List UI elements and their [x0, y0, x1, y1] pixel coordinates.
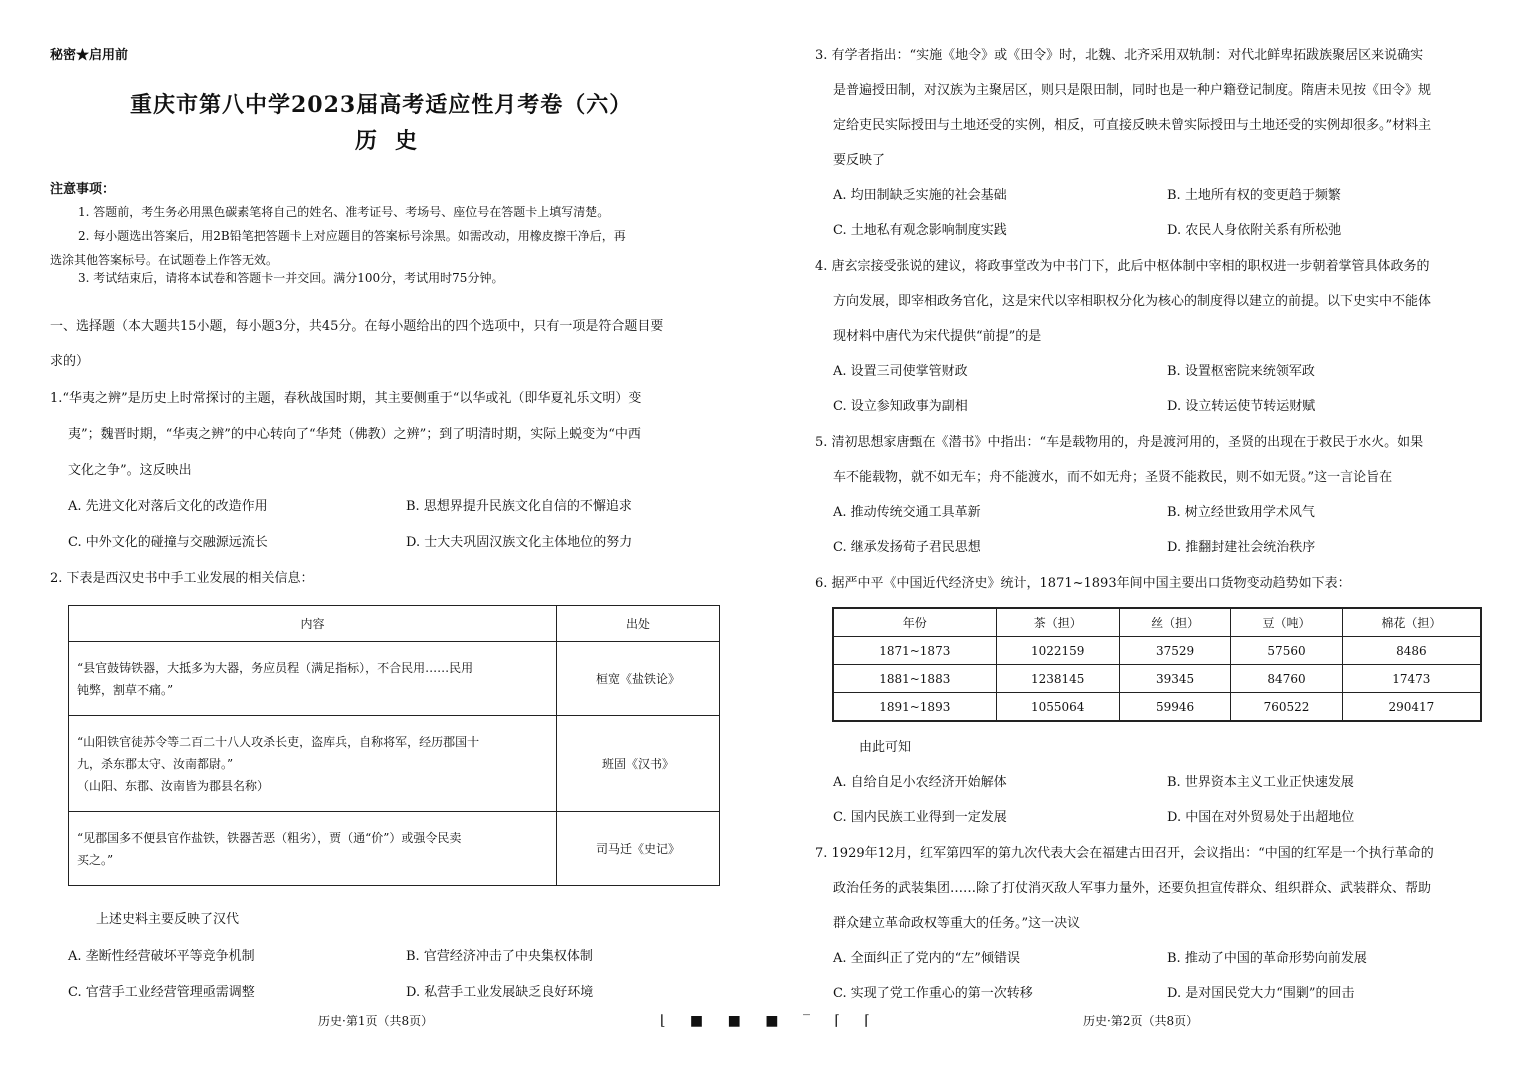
page-footer-2: 历史·第2页（共8页） [1083, 1014, 1199, 1028]
q2-option-b: B. 官营经济冲击了中央集权体制 [406, 949, 593, 964]
q2-option-a: A. 垄断性经营破坏平等竞争机制 [68, 949, 255, 964]
q6-stem: 6. 据严中平《中国近代经济史》统计，1871~1893年间中国主要出口货物变动趋势如下表： [815, 576, 1351, 591]
table-header: 豆（吨） [1231, 608, 1342, 637]
q5-option-d: D. 推翻封建社会统治秩序 [1167, 540, 1316, 555]
table-cell: 1871~1873 [833, 637, 996, 665]
table-cell: 1055064 [996, 693, 1119, 722]
q4-stem-1: 4. 唐玄宗接受张说的建议，将政事堂改为中书门下，此后中枢体制中宰相的职权进一步朝着掌管具体政务的 [815, 259, 1430, 274]
q4-option-c: C. 设立参知政事为副相 [833, 399, 968, 414]
table-cell: 290417 [1342, 693, 1481, 722]
table-row [833, 693, 1481, 722]
q3-option-a: A. 均田制缺乏实施的社会基础 [833, 188, 1007, 203]
q3-option-b: B. 土地所有权的变更趋于频繁 [1167, 188, 1341, 203]
q4-stem-2: 方向发展，即宰相政务官化，这是宋代以宰相职权分化为核心的制度得以建立的前提。以下史实中不能体 [833, 294, 1432, 309]
q7-option-c: C. 实现了党工作重心的第一次转移 [833, 986, 1033, 1001]
q1-option-d: D. 士大夫巩固汉族文化主体地位的努力 [406, 535, 633, 550]
q1-option-a: A. 先进文化对落后文化的改造作用 [68, 499, 268, 514]
table-row [69, 812, 720, 886]
table-header-source: 出处 [557, 606, 720, 642]
q1-option-c: C. 中外文化的碰撞与交融源远流长 [68, 535, 268, 550]
q7-option-d: D. 是对国民党大力“围剿”的回击 [1167, 986, 1355, 1001]
page-footer-1: 历史·第1页（共8页） [318, 1014, 434, 1028]
q4-option-b: B. 设置枢密院来统领军政 [1167, 364, 1315, 379]
q2-table [68, 605, 720, 886]
q3-stem-2: 是普遍授田制，对汉族为主聚居区，则只是限田制，同时也是一种户籍登记制度。隋唐未见按《田令》规 [833, 83, 1432, 98]
table-cell-source: 司马迁《史记》 [557, 812, 720, 886]
table-row [69, 716, 720, 812]
notice-1: 1. 答题前，考生务必用黑色碳素笔将自己的姓名、准考证号、考场号、座位号在答题卡上填写清楚。 [78, 205, 610, 219]
q6-option-a: A. 自给自足小农经济开始解体 [833, 775, 1007, 790]
q6-option-d: D. 中国在对外贸易处于出超地位 [1167, 810, 1355, 825]
table-header-row [69, 606, 720, 642]
q1-stem-2: 夷”；魏晋时期，“华夷之辨”的中心转向了“华梵（佛教）之辨”；到了明清时期，实际上蜕变为“中西 [68, 427, 641, 442]
table-header: 茶（担） [996, 608, 1119, 637]
q3-option-d: D. 农民人身依附关系有所松弛 [1167, 223, 1342, 238]
q6-tail: 由此可知 [859, 740, 912, 755]
table-header: 丝（担） [1119, 608, 1230, 637]
exam-title: 重庆市第八中学2023届高考适应性月考卷（六） [130, 92, 633, 118]
q1-stem-1: 1.“华夷之辨”是历史上时常探讨的主题，春秋战国时期，其主要侧重于“以华或礼（即华夏礼乐文明）变 [50, 391, 642, 406]
notice-2-cont: 选涂其他答案标号。在试题卷上作答无效。 [50, 253, 279, 267]
q2-stem: 2. 下表是西汉史书中手工业发展的相关信息： [50, 571, 314, 586]
table-cell: 760522 [1231, 693, 1342, 722]
q3-stem-3: 定给吏民实际授田与土地还受的实例，相反，可直接反映未曾实际授田与土地还受的实例却很多。”材料主 [833, 118, 1432, 133]
table-header: 棉花（担） [1342, 608, 1481, 637]
q5-option-a: A. 推动传统交通工具革新 [833, 505, 981, 520]
table-cell: 37529 [1119, 637, 1230, 665]
q7-option-b: B. 推动了中国的革命形势向前发展 [1167, 951, 1367, 966]
q2-option-c: C. 官营手工业经营管理亟需调整 [68, 985, 255, 1000]
table-cell: 8486 [1342, 637, 1481, 665]
table-row [833, 637, 1481, 665]
notice-2: 2. 每小题选出答案后，用2B铅笔把答题卡上对应题目的答案标号涂黑。如需改动，用橡皮擦干净后，再 [78, 229, 626, 243]
table-cell: 39345 [1119, 665, 1230, 693]
table-cell-content: “县官鼓铸铁器，大抵多为大器，务应员程（满足指标），不合民用……民用 钝弊，割草不痛。” [69, 642, 557, 716]
table-cell: 1238145 [996, 665, 1119, 693]
q5-option-b: B. 树立经世致用学术风气 [1167, 505, 1315, 520]
q7-stem-1: 7. 1929年12月，红军第四军的第九次代表大会在福建古田召开，会议指出：“中国的红军是一个执行革命的 [815, 846, 1434, 861]
exam-subject: 历史 [355, 128, 436, 154]
q6-table [832, 607, 1482, 722]
section-heading: 一、选择题（本大题共15小题，每小题3分，共45分。在每小题给出的四个选项中，只有一项是符合题目要 [50, 319, 664, 334]
q2-tail: 上述史料主要反映了汉代 [96, 912, 240, 927]
notice-3: 3. 考试结束后，请将本试卷和答题卡一并交回。满分100分，考试用时75分钟。 [78, 271, 504, 285]
q6-option-c: C. 国内民族工业得到一定发展 [833, 810, 1007, 825]
q1-option-b: B. 思想界提升民族文化自信的不懈追求 [406, 499, 632, 514]
q7-stem-3: 群众建立革命政权等重大的任务。”这一决议 [833, 916, 1081, 931]
table-cell: 1022159 [996, 637, 1119, 665]
right-page [775, 0, 1535, 1068]
q1-stem-3: 文化之争”。这反映出 [68, 463, 192, 478]
q3-stem-1: 3. 有学者指出：“实施《地令》或《田令》时，北魏、北齐采用双轨制：对代北鲜卑拓跋族聚居区来说确实 [815, 48, 1424, 63]
q6-option-b: B. 世界资本主义工业正快速发展 [1167, 775, 1354, 790]
q7-stem-2: 政治任务的武装集团……除了打仗消灭敌人军事力量外，还要负担宣传群众、组织群众、武装群众、帮助 [833, 881, 1432, 896]
table-cell: 84760 [1231, 665, 1342, 693]
table-cell-content: “山阳铁官徒苏令等二百二十八人攻杀长吏，盗库兵，自称将军，经历郡国十 九，杀东郡太守、汝南都尉。” （山阳、东郡、汝南皆为郡县名称） [69, 716, 557, 812]
q7-option-a: A. 全面纠正了党内的“左”倾错误 [833, 951, 1020, 966]
q3-stem-4: 要反映了 [833, 153, 886, 168]
q5-option-c: C. 继承发扬荀子君民思想 [833, 540, 981, 555]
q4-option-d: D. 设立转运使节转运财赋 [1167, 399, 1316, 414]
table-row [833, 665, 1481, 693]
scan-marks: ⌊ ■ ■ ■ ‾ ⌈ ⌈ [660, 1013, 880, 1029]
table-header-row [833, 608, 1481, 637]
notice-heading: 注意事项： [50, 182, 116, 197]
table-cell: 59946 [1119, 693, 1230, 722]
q4-option-a: A. 设置三司使掌管财政 [833, 364, 968, 379]
q4-stem-3: 现材料中唐代为宋代提供“前提”的是 [833, 329, 1042, 344]
q5-stem-1: 5. 清初思想家唐甄在《潜书》中指出：“车是载物用的，舟是渡河用的，圣贤的出现在于救民于水火。如果 [815, 435, 1424, 450]
table-cell-content: “见郡国多不便县官作盐铁，铁器苦恶（粗劣），贾（通“价”）或强令民卖 买之。” [69, 812, 557, 886]
table-cell: 17473 [1342, 665, 1481, 693]
q2-option-d: D. 私营手工业发展缺乏良好环境 [406, 985, 594, 1000]
section-heading-cont: 求的） [50, 354, 90, 369]
table-cell-source: 桓宽《盐铁论》 [557, 642, 720, 716]
q5-stem-2: 车不能载物，就不如无车；舟不能渡水，而不如无舟；圣贤不能救民，则不如无贤。”这一言论旨在 [833, 470, 1393, 485]
table-cell: 1881~1883 [833, 665, 996, 693]
q3-option-c: C. 土地私有观念影响制度实践 [833, 223, 1007, 238]
confidential-label: 秘密★启用前 [50, 48, 129, 63]
table-header: 年份 [833, 608, 996, 637]
table-cell: 57560 [1231, 637, 1342, 665]
table-header-content: 内容 [69, 606, 557, 642]
table-cell-source: 班固《汉书》 [557, 716, 720, 812]
table-cell: 1891~1893 [833, 693, 996, 722]
table-row [69, 642, 720, 716]
